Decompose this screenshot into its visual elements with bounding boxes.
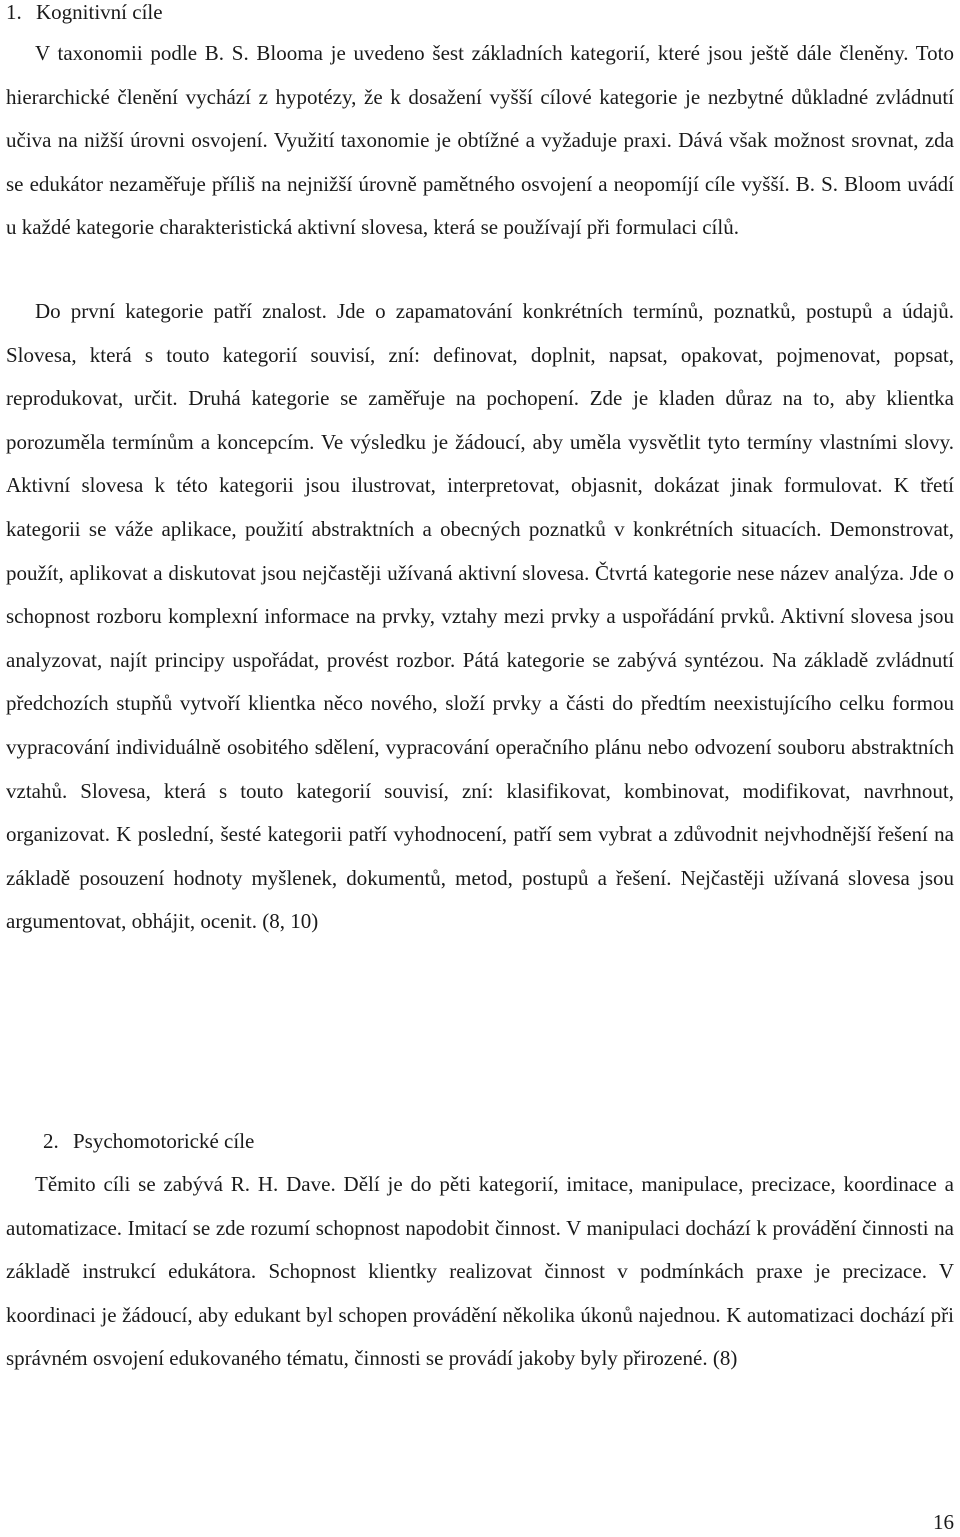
section-number: 2. — [43, 1129, 59, 1153]
section-number: 1. — [6, 0, 22, 24]
section-title: Kognitivní cíle — [36, 0, 163, 24]
paragraph: V taxonomii podle B. S. Blooma je uvedeno šest základních kategorií, které jsou ještě dále členěny. Toto hierarchické členění vychází z hypotézy, že k dosažení vyšší cílové kategorie je nezbytné důkladné zvládnutí učiva na nižší úrovni osvojení. Využití taxonomie je obtížné a vyžaduje praxi. Dává však možnost srovnat, zda se edukátor nezaměřuje příliš na nejnižší úrovně pamětného osvojení a neopomíjí cíle vyšší. B. S. Bloom uvádí u každé kategorie charakteristická aktivní slovesa, která se používají při formulaci cílů. — [6, 41, 954, 240]
page-number: 16 — [933, 1510, 954, 1534]
paragraph: Těmito cíli se zabývá R. H. Dave. Dělí je do pěti kategorií, imitace, manipulace, precizace, koordinace a automatizace. Imitací se zde rozumí schopnost napodobit činnost. V manipulaci dochází k provádění činnosti na základě instrukcí edukátora. Schopnost klientky realizovat činnost v podmínkách praxe je precizace. V koordinaci je žádoucí, aby edukant byl schopen provádění několika úkonů najednou. K automatizaci dochází při správném osvojení edukovaného tématu, činnosti se provádí jakoby byly přirozené. (8) — [6, 1172, 954, 1371]
section-title: Psychomotorické cíle — [73, 1129, 255, 1153]
section-heading-psychomotor — [43, 1129, 254, 1153]
section-heading-cognitive — [6, 0, 163, 24]
paragraph: Do první kategorie patří znalost. Jde o zapamatování konkrétních termínů, poznatků, postupů a údajů. Slovesa, která s touto kategorií souvisí, zní: definovat, doplnit, napsat, opakovat, pojmenovat, popsat, reprodukovat, určit. Druhá kategorie se zaměřuje na pochopení. Zde je kladen důraz na to, aby klientka porozuměla termínům a koncepcím. Ve výsledku je žádoucí, aby uměla vysvětlit tyto termíny vlastními slovy. Aktivní slovesa k této kategorii jsou ilustrovat, interpretovat, objasnit, dokázat jinak formulovat. K třetí kategorii se váže aplikace, použití abstraktních a obecných poznatků v konkrétních situacích. Demonstrovat, použít, aplikovat a diskutovat jsou nejčastěji užívaná aktivní slovesa. Čtvrtá kategorie nese název analýza. Jde o schopnost rozboru komplexní informace na prvky, vztahy mezi prvky a uspořádání prvků. Aktivní slovesa jsou analyzovat, najít principy uspořádat, provést rozbor. Pátá kategorie se zabývá syntézou. Na základě zvládnutí předchozích stupňů vytvoří klientka něco nového, složí prvky a části do předtím neexistujícího celku formou vypracování individuálně osobitého sdělení, vypracování operačního plánu nebo odvození souboru abstraktních vztahů. Slovesa, která s touto kategorií souvisí, zní: klasifikovat, kombinovat, modifikovat, navrhnout, organizovat. K poslední, šesté kategorii patří vyhodnocení, patří sem vybrat a zdůvodnit nejvhodnější řešení na základě posouzení hodnoty myšlenek, dokumentů, metod, postupů a řešení. Nejčastěji užívaná slovesa jsou argumentovat, obhájit, ocenit. (8, 10) — [6, 299, 954, 934]
